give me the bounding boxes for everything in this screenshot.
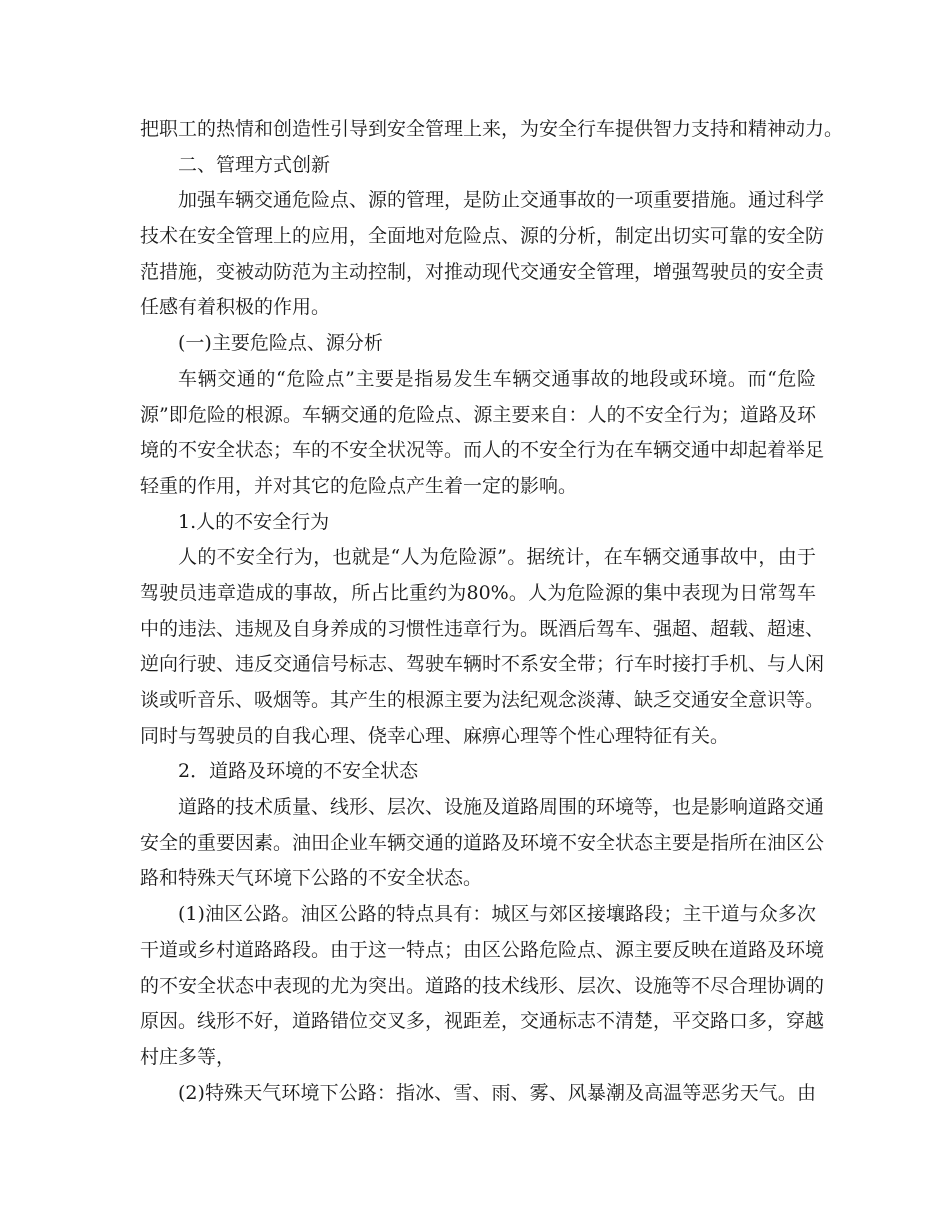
document-page [140, 112, 844, 1111]
text-line: 干道或乡村道路路段。由于这一特点；由区公路危险点、源主要反映在道路及环境 [140, 938, 825, 961]
text-line: 范措施，变被动防范为主动控制，对推动现代交通安全管理，增强驾驶员的安全责 [140, 260, 825, 283]
text-line: 1.人的不安全行为 [178, 510, 330, 533]
text-line: 谈或听音乐、吸烟等。其产生的根源主要为法纪观念淡薄、缺乏交通安全意识等。 [140, 689, 825, 711]
text-line: 村庄多等， [140, 1045, 236, 1068]
text-line: 任感有着积极的作用。 [140, 296, 331, 319]
text-line: 逆向行驶、违反交通信号标志、驾驶车辆时不系安全带；行车时接打手机、与人闲 [140, 653, 825, 676]
text-line: 2．道路及环境的不安全状态 [178, 760, 419, 783]
text-line: 中的违法、违规及自身养成的习惯性违章行为。既酒后驾车、强超、超载、超速、 [140, 617, 825, 640]
text-line: 境的不安全状态；车的不安全状况等。而人的不安全行为在车辆交通中却起着举足 [140, 439, 825, 462]
text-line: 的不安全状态中表现的尤为突出。道路的技术线形、层次、设施等不尽合理协调的 [140, 974, 825, 997]
text-line: 原因。线形不好，道路错位交叉多，视距差，交通标志不清楚，平交路口多，穿越 [140, 1010, 825, 1033]
text-line: 同时与驾驶员的自我心理、侥幸心理、麻痹心理等个性心理特征有关。 [140, 724, 730, 747]
text-line: 道路的技术质量、线形、层次、设施及道路周围的环境等，也是影响道路交通 [178, 796, 825, 819]
text-line: (一)主要危险点、源分析 [178, 332, 383, 355]
text-line: 把职工的热情和创造性引导到安全管理上来，为安全行车提供智力支持和精神动力。 [140, 118, 844, 140]
text-line: 二、管理方式创新 [178, 153, 331, 176]
text-line: 人的不安全行为，也就是“人为危险源”。据统计，在车辆交通事故中，由于 [178, 546, 816, 569]
text-line: (1)油区公路。油区公路的特点具有：城区与郊区接壤路段；主干道与众多次 [178, 903, 816, 926]
text-line: 驾驶员违章造成的事故，所占比重约为80%。人为危险源的集中表现为日常驾车 [140, 581, 816, 604]
text-line: 轻重的作用，并对其它的危险点产生着一定的影响。 [140, 474, 578, 497]
text-line: 路和特殊天气环境下公路的不安全状态。 [140, 867, 483, 890]
text-line: 技术在安全管理上的应用，全面地对危险点、源的分析，制定出切实可靠的安全防 [140, 225, 825, 248]
text-line: 源”即危险的根源。车辆交通的危险点、源主要来自：人的不安全行为；道路及环 [140, 403, 816, 426]
text-line: 车辆交通的“危险点”主要是指易发生车辆交通事故的地段或环境。而“危险 [178, 367, 816, 390]
text-line: (2)特殊天气环境下公路：指冰、雪、雨、雾、风暴潮及高温等恶劣天气。由 [178, 1081, 816, 1104]
text-line: 安全的重要因素。油田企业车辆交通的道路及环境不安全状态主要是指所在油区公 [140, 831, 825, 854]
text-line: 加强车辆交通危险点、源的管理，是防止交通事故的一项重要措施。通过科学 [178, 189, 825, 212]
